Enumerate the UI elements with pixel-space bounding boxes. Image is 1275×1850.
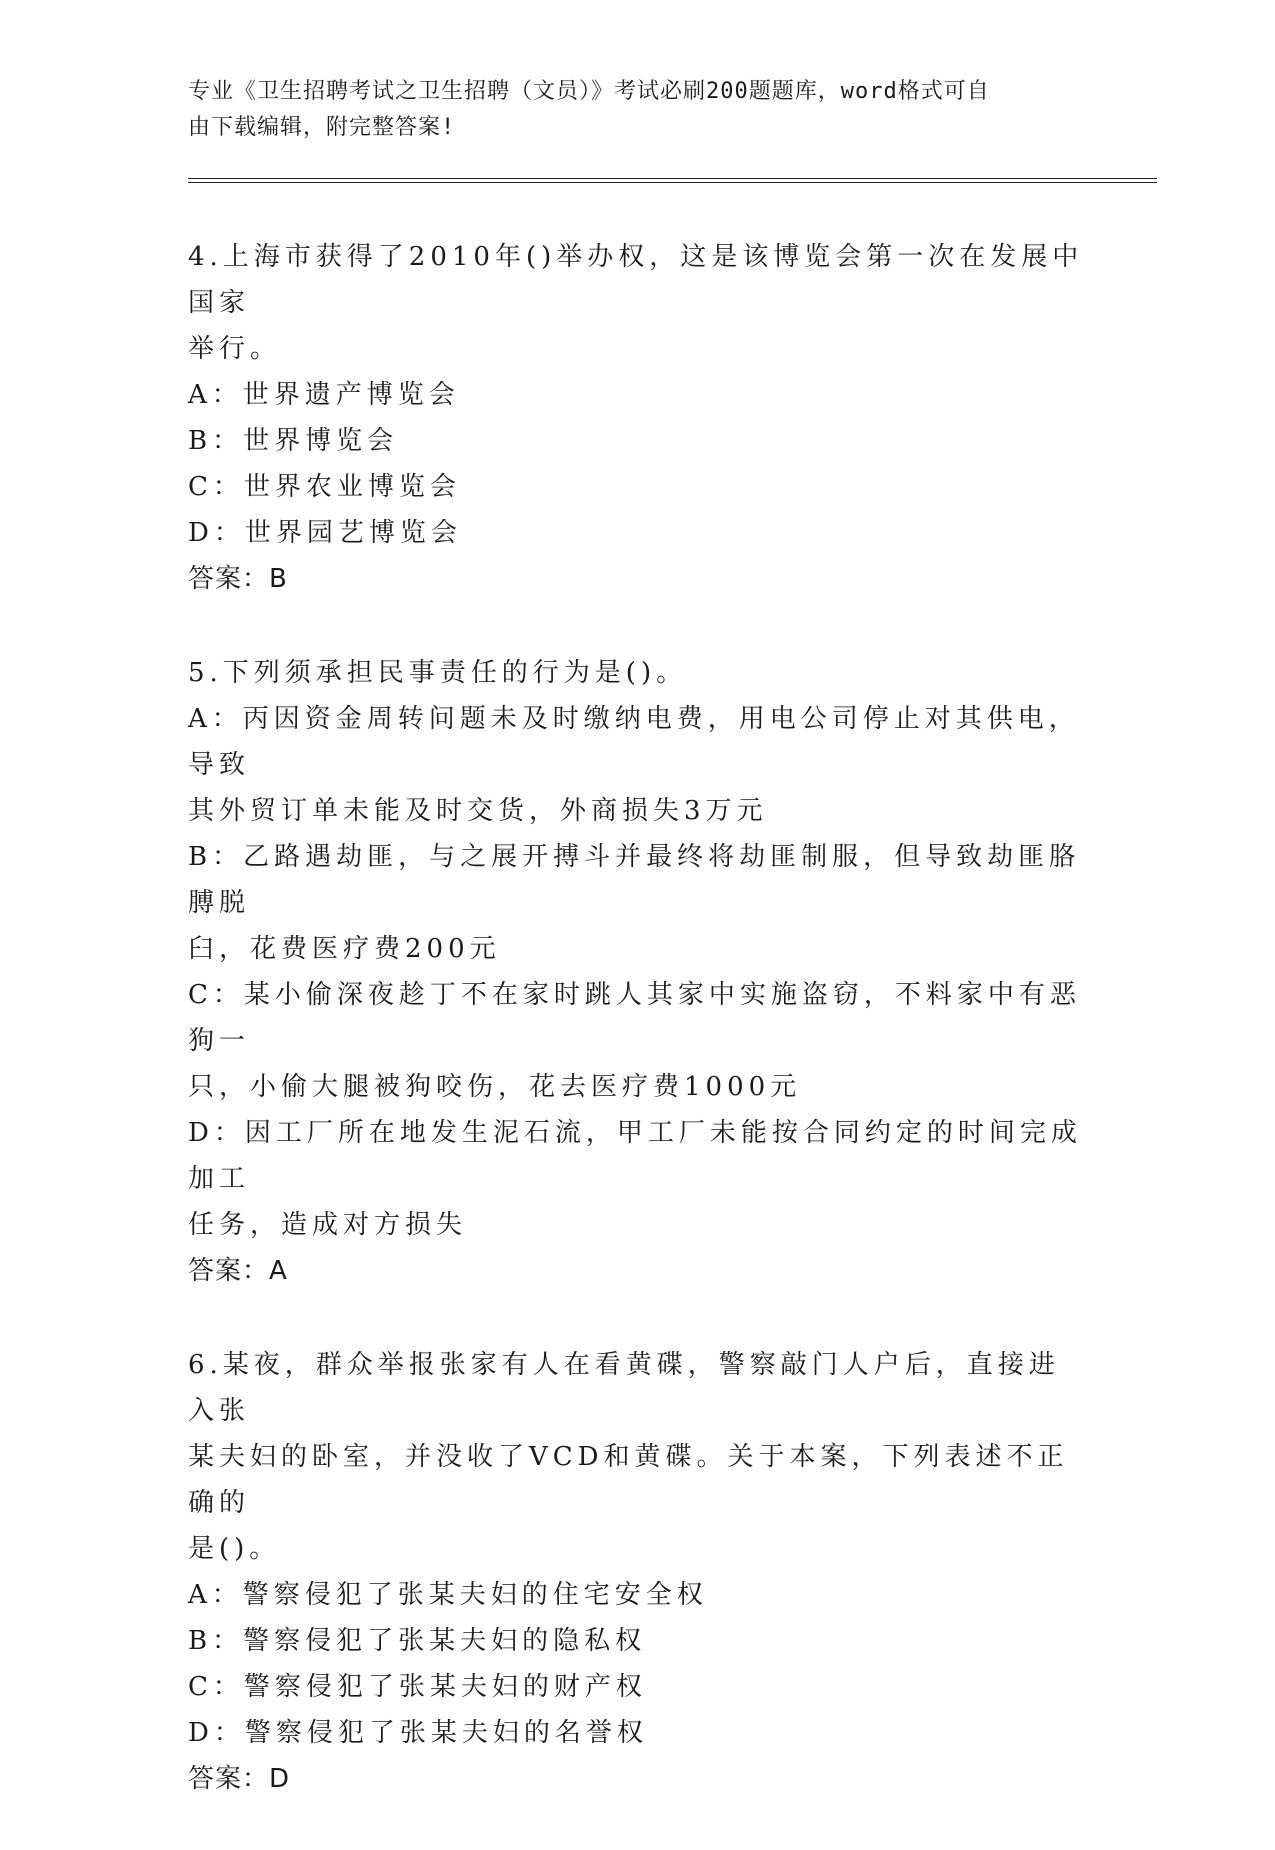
option-c: C：某小偷深夜趁丁不在家时跳人其家中实施盗窃，不料家中有恶狗一	[188, 980, 1081, 1056]
answer-label: 答案：B	[188, 564, 288, 594]
question-stem-line: 6.某夜，群众举报张家有人在看黄碟，警察敲门人户后，直接进入张	[188, 1350, 1060, 1426]
option-d-cont: 任务，造成对方损失	[188, 1210, 468, 1240]
header-divider	[188, 178, 1157, 183]
header-line-2: 由下载编辑，附完整答案!	[188, 115, 456, 140]
option-b-cont: 臼，花费医疗费200元	[188, 934, 501, 964]
option-d: D：世界园艺博览会	[188, 518, 462, 548]
option-d: D：警察侵犯了张某夫妇的名誉权	[188, 1718, 648, 1748]
question-stem-line: 举行。	[188, 334, 282, 364]
option-b: B：乙路遇劫匪，与之展开搏斗并最终将劫匪制服，但导致劫匪胳膊脱	[188, 842, 1081, 918]
option-b: B：警察侵犯了张某夫妇的隐私权	[188, 1626, 647, 1656]
document-header	[188, 74, 1068, 146]
option-c-cont: 只，小偷大腿被狗咬伤，花去医疗费1000元	[188, 1072, 802, 1102]
answer-label: 答案：A	[188, 1256, 288, 1286]
question-stem-line: 某夫妇的卧室，并没收了VCD和黄碟。关于本案，下列表述不正确的	[188, 1442, 1069, 1518]
answer-label: 答案：D	[188, 1764, 291, 1794]
question-list	[188, 234, 1088, 1850]
option-a-cont: 其外贸订单未能及时交货，外商损失3万元	[188, 796, 768, 826]
question-4	[188, 234, 1088, 602]
question-stem-line: 5.下列须承担民事责任的行为是()。	[188, 658, 688, 688]
option-a: A：丙因资金周转问题未及时缴纳电费，用电公司停止对其供电，导致	[188, 704, 1080, 780]
question-6	[188, 1342, 1088, 1802]
option-c: C：世界农业博览会	[188, 472, 461, 502]
header-line-1: 专业《卫生招聘考试之卫生招聘（文员）》考试必刷200题题库，word格式可自	[188, 79, 990, 104]
question-5	[188, 650, 1088, 1294]
option-b: B：世界博览会	[188, 426, 399, 456]
question-stem-line: 是()。	[188, 1534, 281, 1564]
option-a: A：警察侵犯了张某夫妇的住宅安全权	[188, 1580, 708, 1610]
option-c: C：警察侵犯了张某夫妇的财产权	[188, 1672, 647, 1702]
option-d: D：因工厂所在地发生泥石流，甲工厂未能按合同约定的时间完成加工	[188, 1118, 1082, 1194]
option-a: A：世界遗产博览会	[188, 380, 460, 410]
question-stem-line: 4.上海市获得了2010年()举办权，这是该博览会第一次在发展中国家	[188, 242, 1084, 318]
